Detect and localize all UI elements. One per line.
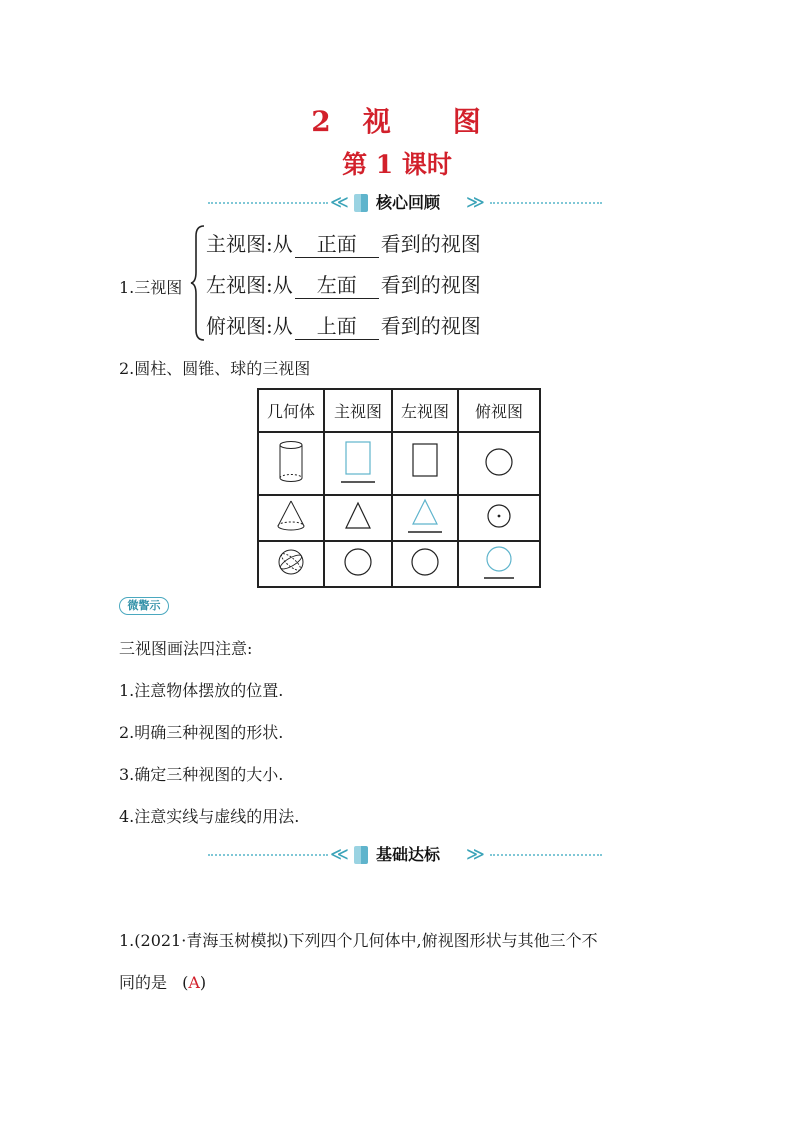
- table-row-cylinder: [258, 432, 540, 495]
- tip-intro: 三视图画法四注意:: [119, 639, 253, 658]
- cylinder-left-view-cell: [392, 432, 458, 495]
- table-header: 主视图: [324, 389, 392, 432]
- row-prefix: 左视图:从: [206, 273, 293, 297]
- answer-paren-open: (: [182, 973, 189, 992]
- tip-point: 2.明确三种视图的形状.: [119, 723, 284, 742]
- divider-left: [208, 202, 328, 204]
- divider-right: [490, 202, 602, 204]
- triangle-icon: [338, 498, 378, 534]
- row-prefix: 俯视图:从: [206, 314, 293, 338]
- answer-choice: A: [188, 973, 200, 992]
- double-chevron-right-icon: ≫: [466, 192, 485, 213]
- table-header-row: [258, 389, 540, 432]
- sphere-icon: [274, 545, 308, 579]
- cone-shape-cell: [258, 495, 324, 541]
- cone-left-view-cell: [392, 495, 458, 541]
- row-suffix: 看到的视图: [380, 232, 481, 256]
- row-suffix: 看到的视图: [380, 314, 481, 338]
- sphere-top-view-cell: [458, 541, 540, 587]
- table-header: 几何体: [258, 389, 324, 432]
- rectangle-answer-icon: [338, 438, 378, 486]
- section-label: 基础达标: [376, 845, 441, 864]
- row-suffix: 看到的视图: [380, 273, 481, 297]
- tip-point: 1.注意物体摆放的位置.: [119, 681, 284, 700]
- cylinder-icon: [276, 440, 306, 484]
- rectangle-icon: [405, 438, 445, 486]
- page-subtitle: 第 1 课时: [342, 150, 452, 179]
- question-1-stem-end: 同的是: [119, 973, 168, 992]
- triangle-answer-icon: [405, 496, 445, 536]
- cylinder-top-view-cell: [458, 432, 540, 495]
- answer-blank: 左面: [295, 269, 379, 299]
- cone-top-view-cell: [458, 495, 540, 541]
- row-prefix: 主视图:从: [206, 232, 293, 256]
- divider-right: [490, 854, 602, 856]
- item2-label: 2.圆柱、圆锥、球的三视图: [119, 359, 311, 378]
- cone-front-view-cell: [324, 495, 392, 541]
- view-row-top: [206, 310, 481, 340]
- view-row-left: [206, 269, 481, 299]
- divider-left: [208, 854, 328, 856]
- three-views-table: [257, 388, 541, 588]
- circle-answer-icon: [479, 542, 519, 582]
- curly-brace-icon: [190, 224, 206, 342]
- double-chevron-left-icon: ≪: [330, 844, 349, 865]
- book-icon: [354, 194, 368, 212]
- cone-icon: [274, 498, 308, 534]
- book-icon: [354, 846, 368, 864]
- tip-point: 3.确定三种视图的大小.: [119, 765, 284, 784]
- answer-blank: 正面: [295, 228, 379, 258]
- cylinder-shape-cell: [258, 432, 324, 495]
- answer-paren-close: ): [199, 973, 207, 992]
- table-header: 俯视图: [458, 389, 540, 432]
- page-title: 2 视 图: [311, 105, 483, 138]
- double-chevron-right-icon: ≫: [466, 844, 485, 865]
- table-row-sphere: [258, 541, 540, 587]
- circle-with-center-icon: [479, 498, 519, 534]
- table-header: 左视图: [392, 389, 458, 432]
- section-header-review: [208, 191, 602, 215]
- sphere-left-view-cell: [392, 541, 458, 587]
- circle-icon: [479, 442, 519, 482]
- double-chevron-left-icon: ≪: [330, 192, 349, 213]
- table-row-cone: [258, 495, 540, 541]
- circle-icon: [338, 544, 378, 580]
- cylinder-front-view-cell: [324, 432, 392, 495]
- question-1-line2: [119, 970, 206, 993]
- section-header-practice: [208, 843, 602, 867]
- circle-icon: [405, 544, 445, 580]
- sphere-front-view-cell: [324, 541, 392, 587]
- item1-label: 1.三视图: [119, 278, 183, 297]
- section-label: 核心回顾: [376, 193, 441, 212]
- question-1-line1: 1.(2021·青海玉树模拟)下列四个几何体中,俯视图形状与其他三个不: [119, 931, 598, 950]
- answer-blank: 上面: [295, 310, 379, 340]
- sphere-shape-cell: [258, 541, 324, 587]
- view-row-front: [206, 228, 481, 258]
- tip-point: 4.注意实线与虚线的用法.: [119, 807, 300, 826]
- tip-badge: 微警示: [119, 597, 169, 615]
